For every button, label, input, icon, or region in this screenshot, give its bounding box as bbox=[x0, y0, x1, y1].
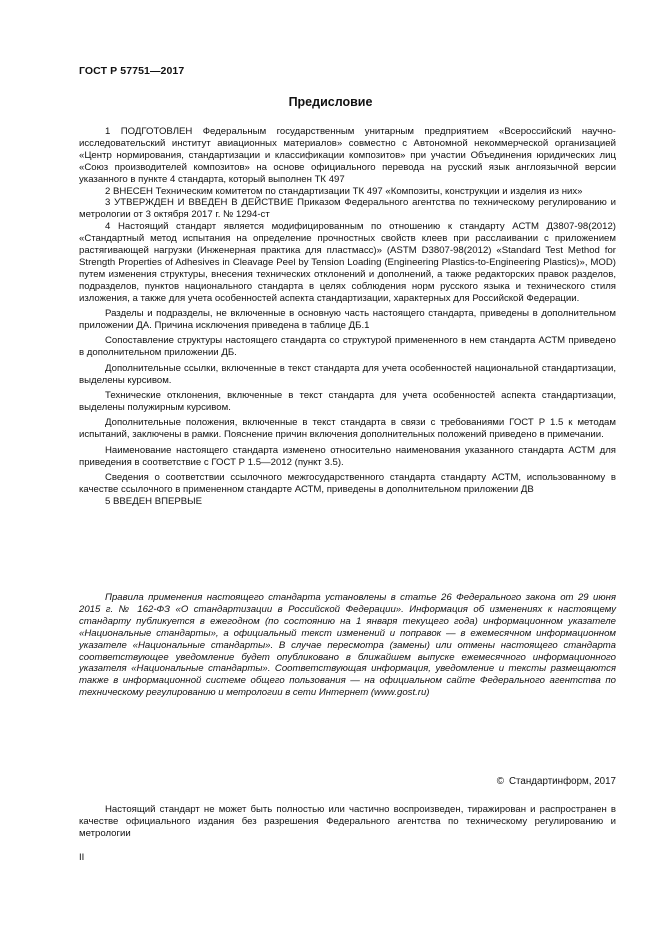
paragraph-structure: Сопоставление структуры настоящего стандарта со структурой примененного в нем стандарта АСТМ приведено в дополнительном приложении ДБ. bbox=[79, 335, 616, 359]
paragraph-sections: Разделы и подразделы, не включенные в основную часть настоящего стандарта, приведены в дополнительном приложении ДА. Причина исключения приведена в таблице ДБ.1 bbox=[79, 308, 616, 331]
section-title: Предисловие bbox=[288, 95, 373, 109]
paragraph-submitted: 2 ВНЕСЕН Техническим комитетом по стандартизации ТК 497 «Композиты, конструкции и изделия из них» bbox=[105, 185, 583, 197]
notice-text: Правила применения настоящего стандарта установлены в статье 26 Федерального закона от 29 июня 2015 г. № 162-ФЗ «О стандартизации в Российской Федерации». Информация об изменениях к настоящему стандарту публикуется в ежегодном (по состоянию на 1 января текущего года) информационном указателе «Национальные стандарты», а официальный текст изменений и поправок — в ежемесячном информационном указателе «Национальные стандарты». В случае пересмотра (замены) или отмены настоящего стандарта соответствующее уведомление будет опубликовано в ближайшем выпуске ежемесячного информационного указателя «Национальные стандарты». Соответствующая информация, уведомление и тексты размещаются также в информационной системе общего пользования — на официальном сайте Федерального агентства по техническому регулированию и метрологии в сети Интернет (www.gost.ru) bbox=[79, 592, 616, 699]
paragraph-additional-refs: Дополнительные ссылки, включенные в текст стандарта для учета особенностей национальной стандартизации, выделены курсивом. bbox=[79, 362, 616, 386]
reproduction-notice bbox=[79, 804, 616, 840]
paragraph-title-change: Наименование настоящего стандарта изменено относительно наименования указанного стандарта АСТМ для приведения в соответствие с ГОСТ Р 1.5—2012 (пункт 3.5). bbox=[79, 444, 616, 468]
reproduction-text: Настоящий стандарт не может быть полностью или частично воспроизведен, тиражирован и распространен в качестве официального издания без разрешения Федерального агентства по техническому регулированию и метрологии bbox=[79, 804, 616, 839]
paragraph-references: Сведения о соответствии ссылочного межгосударственного стандарта стандарту АСТМ, использованному в качестве ссылочного в примененном стандарте АСТМ, приведены в дополнительном приложении ДВ bbox=[79, 471, 616, 495]
document-code: ГОСТ Р 57751—2017 bbox=[79, 65, 185, 77]
copyright bbox=[497, 776, 616, 787]
paragraph-approved: 3 УТВЕРЖДЕН И ВВЕДЕН В ДЕЙСТВИЕ Приказом Федерального агентства по техническому регулированию и метрологии от 3 октября 2017 г. № 1294-ст bbox=[79, 197, 616, 221]
paragraph-prepared: 1 ПОДГОТОВЛЕН Федеральным государственным унитарным предприятием «Всероссийский научно-исследовательский институт авиационных материалов» совместно с Автономной некоммерческой организацией «Центр нормирования, стандартизации и классификации композитов» при участии Объединения юридических лиц «Союз производителей композитов» на основе официального перевода на русский язык англоязычной версии указанного в пункте 4 стандарта, который выполнен ТК 497 bbox=[79, 126, 616, 185]
foreword-body bbox=[79, 126, 616, 508]
copyright-text: Стандартинформ, 2017 bbox=[508, 776, 616, 787]
copyright-symbol: © bbox=[496, 776, 504, 787]
page-number: II bbox=[79, 852, 85, 863]
paragraph-introduced: 5 ВВЕДЕН ВПЕРВЫЕ bbox=[105, 495, 203, 507]
usage-rules-notice bbox=[79, 592, 616, 699]
paragraph-additional-provisions: Дополнительные положения, включенные в текст стандарта в связи с требованиями ГОСТ Р 1.5 к методам испытаний, заключены в рамки. Пояснение причин включения дополнительных положений приведено в примечании. bbox=[79, 417, 616, 441]
paragraph-modification: 4 Настоящий стандарт является модифицированным по отношению к стандарту АСТМ Д3807-98(2012) «Стандартный метод испытания на определение прочностных свойств клеев при расслаивании с приложением растягивающей нагрузки (Инженерная практика для пластмасс)» (ASTM D3807-98(2012) «Standard Test Method for Strength Properties of Adhesives in Cleavage Peel by Tension Loading (Engineering Plastics-to-Engineering Plastics)», MOD) путем изменения структуры, внесения технических отклонений и дополнений, а также редакторских правок разделов, подразделов, пунктов национального стандарта в целях соблюдения норм русского языка и технического стиля изложения, а также для учета особенностей аспекта стандартизации, характерных для Российской Федерации. bbox=[79, 221, 616, 304]
paragraph-deviations: Технические отклонения, включенные в текст стандарта для учета особенностей аспекта стандартизации, выделены полужирным курсивом. bbox=[79, 390, 616, 413]
